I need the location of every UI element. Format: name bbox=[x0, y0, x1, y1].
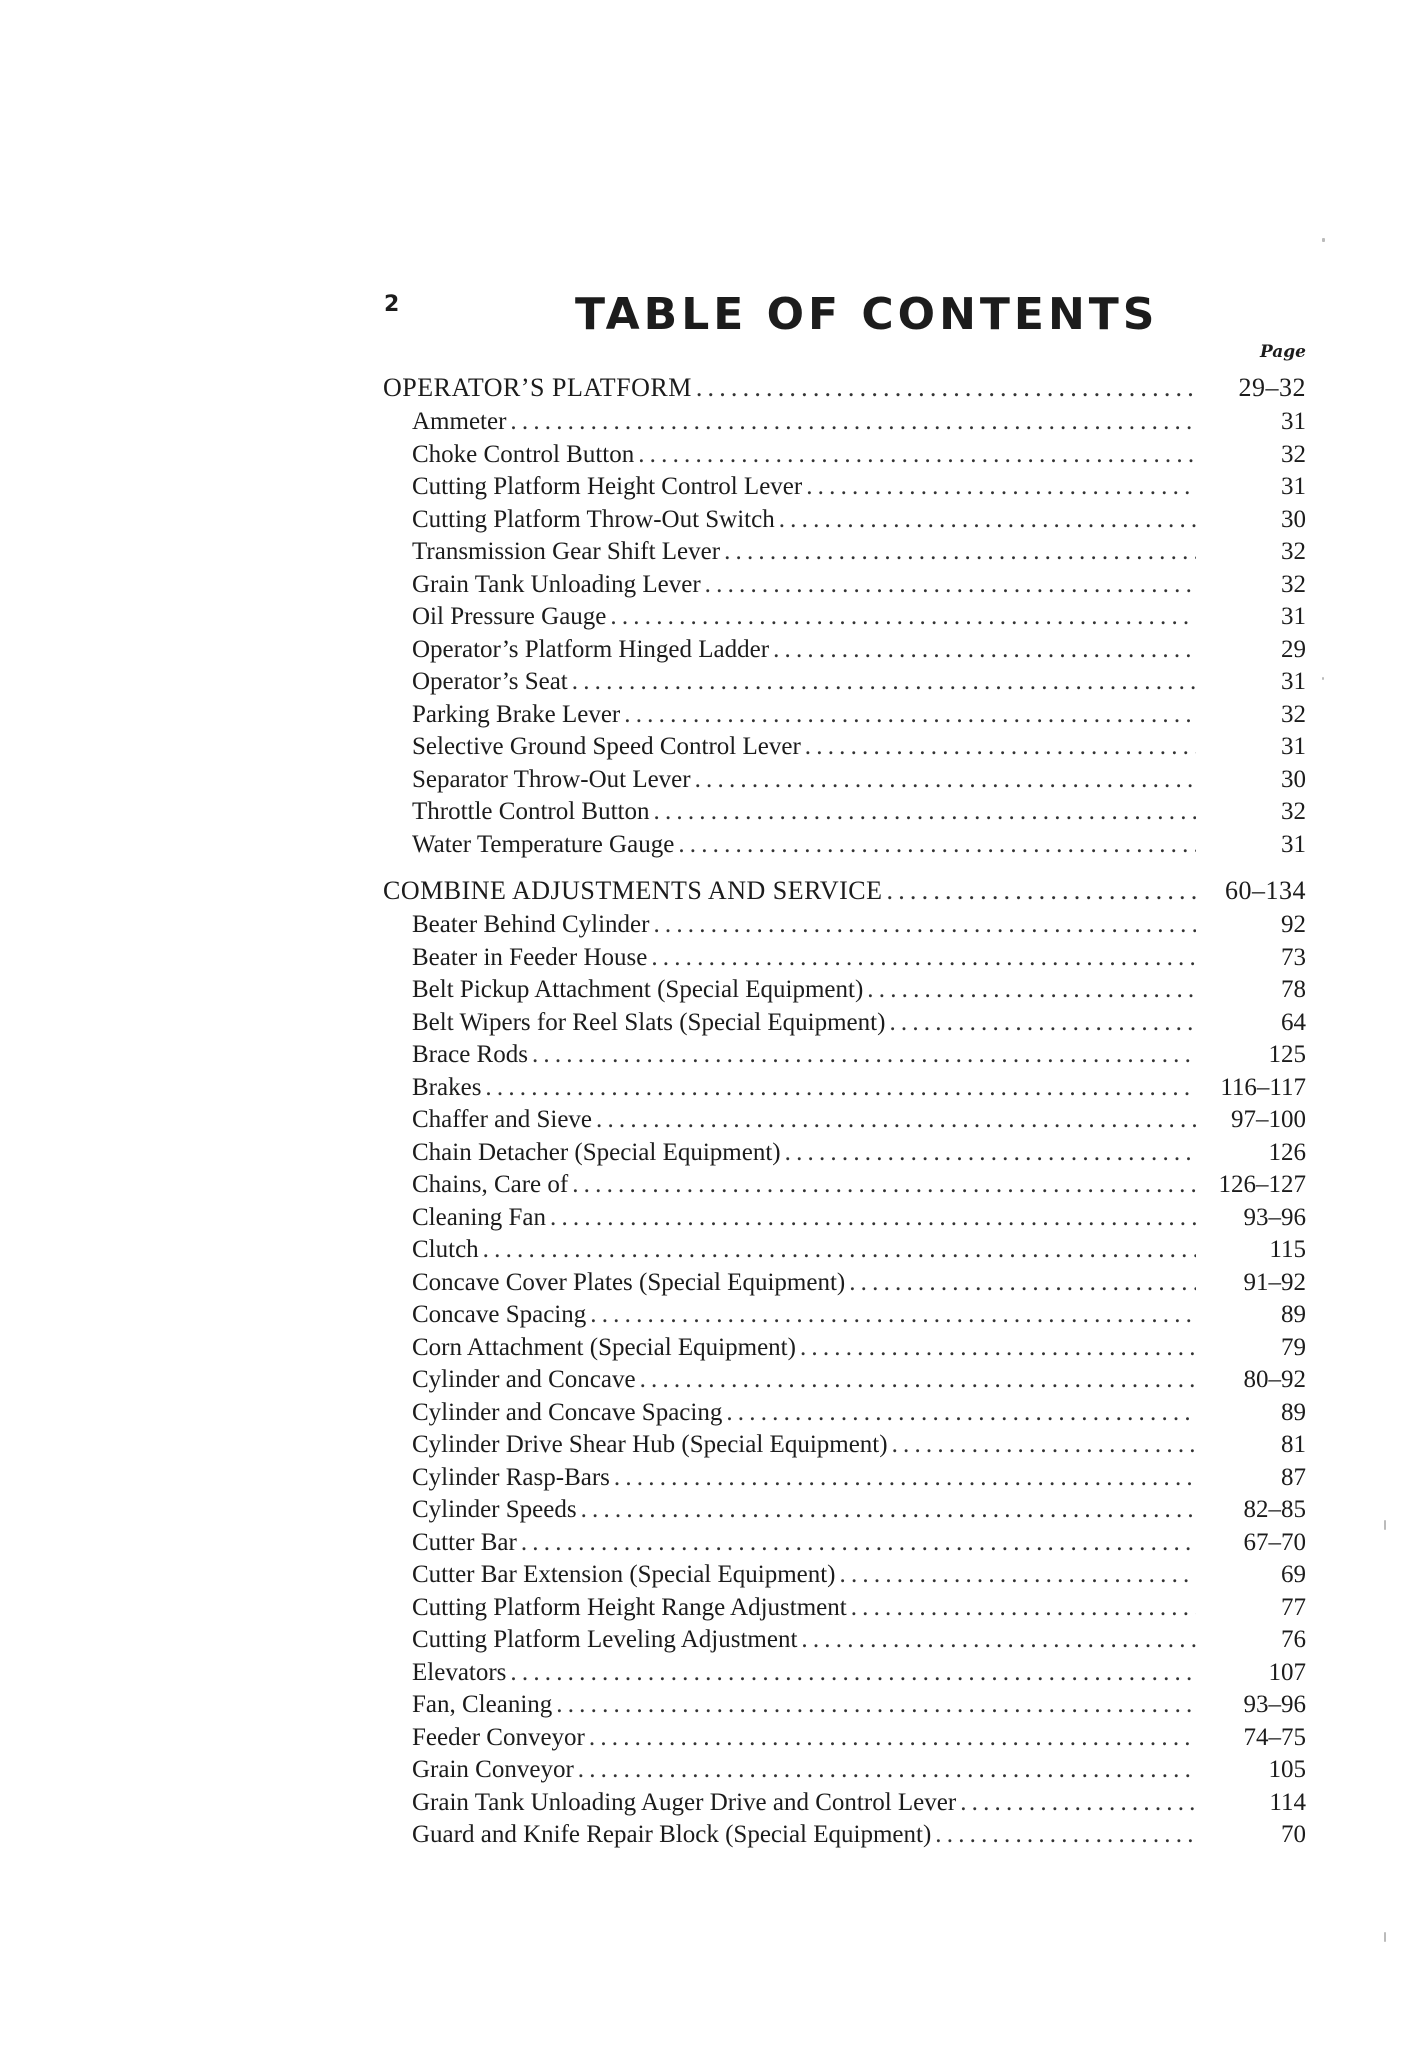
dot-leader bbox=[724, 536, 1196, 569]
toc-entry bbox=[383, 1819, 1306, 1852]
dot-leader bbox=[696, 370, 1196, 406]
dot-leader bbox=[485, 1072, 1196, 1105]
entry-page: 126–127 bbox=[1218, 1171, 1306, 1198]
dot-leader bbox=[806, 471, 1196, 504]
toc-entry bbox=[383, 974, 1306, 1007]
scan-speck bbox=[1322, 238, 1325, 242]
entry-label: Grain Tank Unloading Lever bbox=[412, 570, 701, 598]
entry-label: Chaffer and Sieve bbox=[412, 1106, 593, 1133]
entry-page: 107 bbox=[1268, 1658, 1306, 1686]
entry-page: 78 bbox=[1281, 976, 1306, 1003]
entry-label: Elevators bbox=[412, 1658, 507, 1686]
toc-entry bbox=[383, 1007, 1306, 1040]
dot-leader bbox=[510, 1657, 1196, 1690]
entry-page: 29 bbox=[1281, 635, 1306, 663]
dot-leader bbox=[578, 1754, 1196, 1787]
entry-label: Beater Behind Cylinder bbox=[412, 911, 650, 938]
toc-entry bbox=[383, 504, 1306, 537]
page-number: 2 bbox=[384, 292, 400, 317]
entry-page: 31 bbox=[1281, 408, 1306, 435]
toc-entry bbox=[383, 731, 1306, 764]
entry-page: 82–85 bbox=[1243, 1496, 1306, 1523]
toc-section bbox=[383, 370, 1306, 861]
toc-entry bbox=[383, 666, 1306, 699]
dot-leader bbox=[654, 796, 1197, 829]
dot-leader bbox=[572, 1169, 1196, 1202]
entry-label: Belt Wipers for Reel Slats (Special Equipment) bbox=[412, 1008, 886, 1036]
dot-leader bbox=[614, 1462, 1196, 1495]
toc-entry bbox=[383, 1559, 1306, 1592]
entry-page: 93–96 bbox=[1243, 1691, 1306, 1718]
toc-entry bbox=[383, 1104, 1306, 1137]
toc-entry bbox=[383, 1429, 1306, 1462]
entry-label: Cutting Platform Height Range Adjustment bbox=[412, 1593, 847, 1621]
dot-leader bbox=[678, 829, 1196, 862]
dot-leader bbox=[960, 1787, 1196, 1820]
toc-entry bbox=[383, 1039, 1306, 1072]
entry-page: 79 bbox=[1281, 1333, 1306, 1361]
section-page-range: 29–32 bbox=[1238, 373, 1306, 402]
dot-leader bbox=[889, 1007, 1196, 1040]
section-heading bbox=[383, 873, 1306, 909]
entry-label: Chain Detacher (Special Equipment) bbox=[412, 1138, 781, 1166]
dot-leader bbox=[590, 1299, 1196, 1332]
entry-page: 69 bbox=[1281, 1561, 1306, 1588]
entry-page: 31 bbox=[1281, 473, 1306, 500]
toc-entry bbox=[383, 699, 1306, 732]
entry-label: Brace Rods bbox=[412, 1041, 528, 1068]
entry-label: Choke Control Button bbox=[412, 440, 635, 468]
dot-leader bbox=[550, 1202, 1196, 1235]
entry-page: 31 bbox=[1281, 603, 1306, 630]
toc-entry bbox=[383, 569, 1306, 602]
dot-leader bbox=[801, 1624, 1196, 1657]
toc-entry bbox=[383, 1267, 1306, 1300]
toc-entry bbox=[383, 942, 1306, 975]
dot-leader bbox=[556, 1689, 1196, 1722]
dot-leader bbox=[581, 1494, 1196, 1527]
dot-leader bbox=[640, 1364, 1196, 1397]
toc-entry bbox=[383, 1332, 1306, 1365]
section-heading bbox=[383, 370, 1306, 406]
entry-page: 97–100 bbox=[1231, 1106, 1306, 1133]
entry-page: 92 bbox=[1281, 911, 1306, 938]
dot-leader bbox=[726, 1397, 1196, 1430]
toc-entry bbox=[383, 1364, 1306, 1397]
dot-leader bbox=[572, 666, 1196, 699]
dot-leader bbox=[935, 1819, 1196, 1852]
toc-entry bbox=[383, 1234, 1306, 1267]
entry-label: Beater in Feeder House bbox=[412, 943, 648, 971]
toc-entry bbox=[383, 536, 1306, 569]
entry-page: 32 bbox=[1281, 700, 1306, 728]
entry-label: Cylinder Rasp-Bars bbox=[412, 1463, 610, 1491]
dot-leader bbox=[510, 406, 1196, 439]
entry-page: 32 bbox=[1281, 798, 1306, 825]
entry-label: Cutter Bar Extension (Special Equipment) bbox=[412, 1561, 836, 1588]
toc-entry bbox=[383, 1722, 1306, 1755]
entry-label: Grain Tank Unloading Auger Drive and Control Lever bbox=[412, 1788, 957, 1816]
entry-label: Clutch bbox=[412, 1236, 479, 1263]
toc-entry bbox=[383, 471, 1306, 504]
section-page-range: 60–134 bbox=[1225, 876, 1306, 905]
entry-page: 31 bbox=[1281, 733, 1306, 760]
dot-leader bbox=[705, 569, 1196, 602]
entry-page: 105 bbox=[1268, 1756, 1306, 1783]
toc-entry bbox=[383, 764, 1306, 797]
dot-leader bbox=[651, 942, 1196, 975]
entry-page: 30 bbox=[1281, 765, 1306, 793]
entry-label: Cylinder Speeds bbox=[412, 1496, 577, 1523]
page-column-label: Page bbox=[1259, 342, 1306, 362]
toc-entry bbox=[383, 634, 1306, 667]
dot-leader bbox=[610, 601, 1196, 634]
entry-label: Cutting Platform Leveling Adjustment bbox=[412, 1626, 798, 1653]
entry-label: Belt Pickup Attachment (Special Equipment) bbox=[412, 976, 864, 1003]
entry-label: Transmission Gear Shift Lever bbox=[412, 538, 721, 565]
toc-entry bbox=[383, 909, 1306, 942]
toc-entry bbox=[383, 1137, 1306, 1170]
dot-leader bbox=[840, 1559, 1196, 1592]
entry-label: Cleaning Fan bbox=[412, 1203, 547, 1231]
entry-label: Water Temperature Gauge bbox=[412, 830, 675, 858]
entry-page: 32 bbox=[1281, 440, 1306, 468]
dot-leader bbox=[800, 1332, 1196, 1365]
scan-speck bbox=[1384, 1520, 1386, 1530]
toc-entry bbox=[383, 1494, 1306, 1527]
dot-leader bbox=[624, 699, 1196, 732]
entry-page: 31 bbox=[1281, 830, 1306, 858]
toc-entry bbox=[383, 601, 1306, 634]
entry-page: 125 bbox=[1268, 1041, 1306, 1068]
dot-leader bbox=[532, 1039, 1196, 1072]
entry-label: Corn Attachment (Special Equipment) bbox=[412, 1333, 796, 1361]
scan-speck bbox=[1384, 1932, 1386, 1942]
entry-page: 93–96 bbox=[1243, 1203, 1306, 1231]
toc-entry bbox=[383, 1624, 1306, 1657]
entry-label: Fan, Cleaning bbox=[412, 1691, 553, 1718]
toc-entry bbox=[383, 829, 1306, 862]
entry-label: Cutter Bar bbox=[412, 1528, 517, 1556]
entry-page: 73 bbox=[1281, 943, 1306, 971]
toc-entry bbox=[383, 439, 1306, 472]
entry-label: Cutting Platform Throw-Out Switch bbox=[412, 505, 775, 533]
entry-label: Cylinder Drive Shear Hub (Special Equipment) bbox=[412, 1431, 888, 1458]
entry-page: 91–92 bbox=[1243, 1268, 1306, 1296]
toc-entry bbox=[383, 1689, 1306, 1722]
toc-entry bbox=[383, 1754, 1306, 1787]
toc-entry bbox=[383, 1527, 1306, 1560]
section-heading-label: OPERATOR’S PLATFORM bbox=[383, 373, 692, 402]
entry-label: Feeder Conveyor bbox=[412, 1723, 585, 1751]
dot-leader bbox=[887, 873, 1196, 909]
entry-label: Chains, Care of bbox=[412, 1171, 569, 1198]
entry-label: Cylinder and Concave bbox=[412, 1366, 636, 1393]
entry-page: 80–92 bbox=[1243, 1366, 1306, 1393]
toc-entry bbox=[383, 406, 1306, 439]
scan-speck bbox=[1322, 677, 1324, 680]
dot-leader bbox=[695, 764, 1196, 797]
entry-page: 32 bbox=[1281, 570, 1306, 598]
toc-entry bbox=[383, 1169, 1306, 1202]
entry-label: Selective Ground Speed Control Lever bbox=[412, 733, 801, 760]
entry-page: 31 bbox=[1281, 668, 1306, 695]
entry-page: 64 bbox=[1281, 1008, 1306, 1036]
dot-leader bbox=[483, 1234, 1196, 1267]
toc-entry bbox=[383, 1202, 1306, 1235]
toc-section bbox=[383, 873, 1306, 1852]
entry-page: 77 bbox=[1281, 1593, 1306, 1621]
dot-leader bbox=[653, 909, 1196, 942]
page-title: TABLE OF CONTENTS bbox=[575, 289, 1159, 340]
toc-entry bbox=[383, 796, 1306, 829]
entry-page: 67–70 bbox=[1243, 1528, 1306, 1556]
entry-label: Throttle Control Button bbox=[412, 798, 650, 825]
dot-leader bbox=[805, 731, 1196, 764]
entry-page: 89 bbox=[1281, 1301, 1306, 1328]
entry-label: Ammeter bbox=[412, 408, 507, 435]
entry-label: Guard and Knife Repair Block (Special Equipment) bbox=[412, 1821, 932, 1848]
entry-label: Separator Throw-Out Lever bbox=[412, 765, 691, 793]
entry-page: 76 bbox=[1281, 1626, 1306, 1653]
entry-page: 32 bbox=[1281, 538, 1306, 565]
dot-leader bbox=[521, 1527, 1196, 1560]
entry-label: Grain Conveyor bbox=[412, 1756, 574, 1783]
toc-entry bbox=[383, 1072, 1306, 1105]
entry-page: 30 bbox=[1281, 505, 1306, 533]
entry-page: 81 bbox=[1281, 1431, 1306, 1458]
entry-page: 74–75 bbox=[1243, 1723, 1306, 1751]
entry-page: 126 bbox=[1268, 1138, 1306, 1166]
entry-page: 115 bbox=[1269, 1236, 1306, 1263]
entry-label: Operator’s Seat bbox=[412, 668, 568, 695]
toc-entry bbox=[383, 1657, 1306, 1690]
entry-label: Cylinder and Concave Spacing bbox=[412, 1398, 723, 1426]
entry-label: Concave Cover Plates (Special Equipment) bbox=[412, 1268, 846, 1296]
section-heading-label: COMBINE ADJUSTMENTS AND SERVICE bbox=[383, 876, 883, 905]
entry-label: Brakes bbox=[412, 1073, 482, 1101]
toc-entry bbox=[383, 1462, 1306, 1495]
dot-leader bbox=[638, 439, 1196, 472]
entry-label: Oil Pressure Gauge bbox=[412, 603, 607, 630]
toc-entry bbox=[383, 1787, 1306, 1820]
dot-leader bbox=[596, 1104, 1196, 1137]
toc-entry bbox=[383, 1299, 1306, 1332]
dot-leader bbox=[849, 1267, 1196, 1300]
entry-label: Concave Spacing bbox=[412, 1301, 587, 1328]
entry-page: 70 bbox=[1281, 1821, 1306, 1848]
entry-page: 114 bbox=[1269, 1788, 1306, 1816]
dot-leader bbox=[589, 1722, 1196, 1755]
dot-leader bbox=[867, 974, 1196, 1007]
entry-label: Operator’s Platform Hinged Ladder bbox=[412, 635, 770, 663]
entry-label: Parking Brake Lever bbox=[412, 700, 621, 728]
entry-page: 87 bbox=[1281, 1463, 1306, 1491]
entry-page: 116–117 bbox=[1220, 1073, 1306, 1101]
table-of-contents bbox=[383, 370, 1306, 1864]
dot-leader bbox=[773, 634, 1196, 667]
toc-entry bbox=[383, 1397, 1306, 1430]
dot-leader bbox=[785, 1137, 1196, 1170]
entry-label: Cutting Platform Height Control Lever bbox=[412, 473, 803, 500]
dot-leader bbox=[892, 1429, 1196, 1462]
dot-leader bbox=[851, 1592, 1196, 1625]
entry-page: 89 bbox=[1281, 1398, 1306, 1426]
dot-leader bbox=[779, 504, 1196, 537]
toc-entry bbox=[383, 1592, 1306, 1625]
